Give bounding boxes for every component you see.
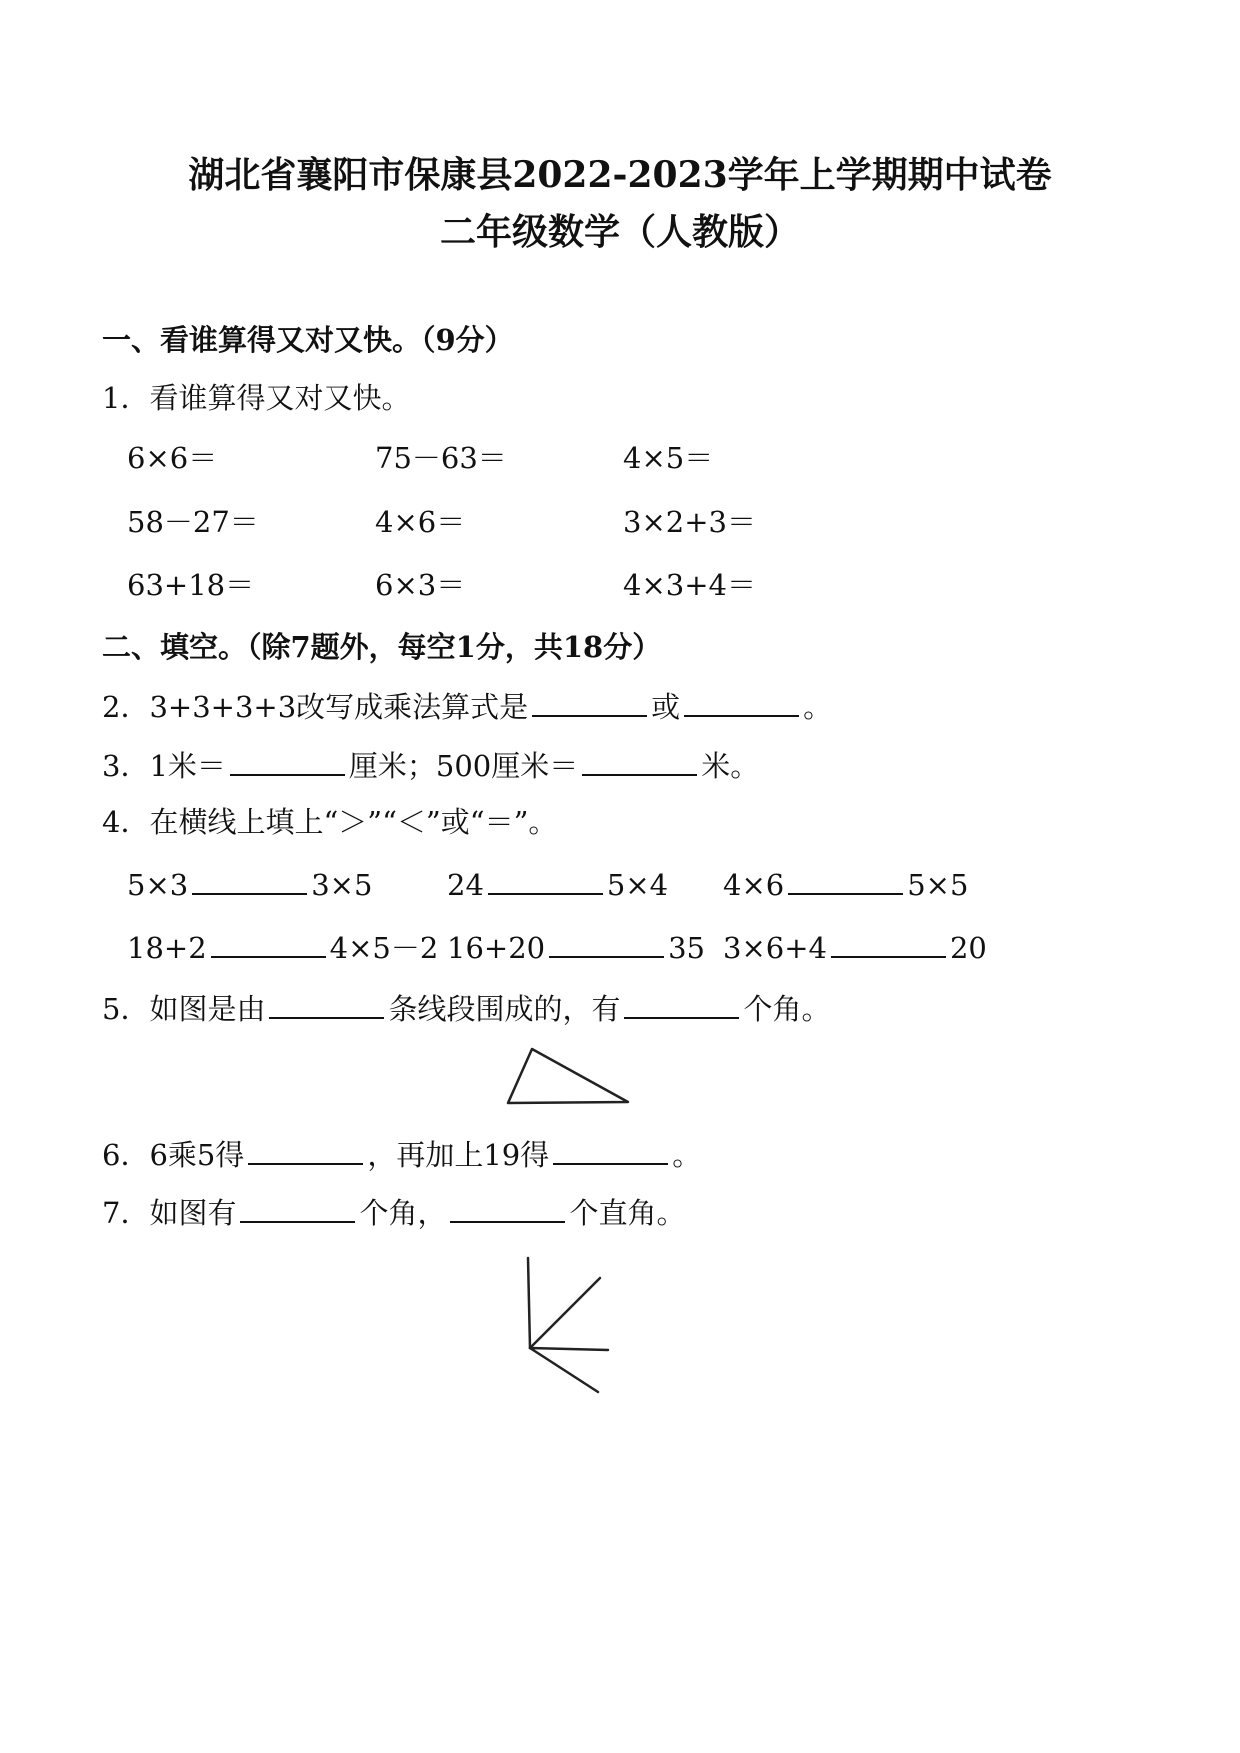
question-1 bbox=[102, 381, 411, 415]
calc-item: 63+18＝ bbox=[127, 568, 255, 602]
ray-upper-diagonal bbox=[530, 1278, 600, 1348]
ray-horizontal bbox=[530, 1348, 608, 1350]
question-number: 5． bbox=[102, 992, 150, 1026]
calc-item: 75－63＝ bbox=[375, 441, 507, 475]
section1-heading: 一、看谁算得又对又快。（9分） bbox=[102, 323, 514, 357]
calc-item: 6×3＝ bbox=[375, 568, 466, 602]
question-6: 6．6乘5得 ，再加上19得 。 bbox=[102, 1138, 702, 1172]
question-4 bbox=[102, 805, 558, 839]
answer-blank[interactable] bbox=[450, 1197, 565, 1223]
question-number: 1． bbox=[102, 381, 150, 415]
compare-item: 24 5×4 bbox=[447, 868, 669, 902]
calc-item: 4×6＝ bbox=[375, 505, 466, 539]
question-3: 3．1米＝ 厘米；500厘米＝ 米。 bbox=[102, 749, 760, 783]
answer-blank[interactable] bbox=[624, 993, 739, 1019]
exam-title: 湖北省襄阳市保康县2022-2023学年上学期期中试卷 bbox=[188, 154, 1052, 196]
question-number: 4． bbox=[102, 805, 150, 839]
question-number: 7． bbox=[102, 1196, 150, 1230]
question-2: 2．3+3+3+3改写成乘法算式是 或 。 bbox=[102, 690, 833, 724]
calc-item: 3×2+3＝ bbox=[623, 505, 756, 539]
question-text: 在横线上填上“＞”“＜”或“＝”。 bbox=[149, 805, 558, 839]
section2-heading: 二、填空。（除7题外，每空1分，共18分） bbox=[102, 630, 662, 664]
answer-blank[interactable] bbox=[211, 932, 326, 958]
ray-vertical bbox=[528, 1258, 530, 1348]
answer-blank[interactable] bbox=[532, 691, 647, 717]
compare-item: 4×6 5×5 bbox=[723, 868, 969, 902]
answer-blank[interactable] bbox=[488, 869, 603, 895]
answer-blank[interactable] bbox=[684, 691, 799, 717]
answer-blank[interactable] bbox=[549, 932, 664, 958]
answer-blank[interactable] bbox=[230, 750, 345, 776]
question-text: 看谁算得又对又快。 bbox=[149, 381, 411, 415]
answer-blank[interactable] bbox=[831, 932, 946, 958]
answer-blank[interactable] bbox=[269, 993, 384, 1019]
question-number: 3． bbox=[102, 749, 150, 783]
compare-item: 5×3 3×5 bbox=[127, 868, 373, 902]
answer-blank[interactable] bbox=[240, 1197, 355, 1223]
calc-item: 4×3+4＝ bbox=[623, 568, 756, 602]
answer-blank[interactable] bbox=[553, 1139, 668, 1165]
compare-item: 16+20 35 bbox=[447, 931, 706, 965]
question-number: 2． bbox=[102, 690, 150, 724]
answer-blank[interactable] bbox=[248, 1139, 363, 1165]
compare-item: 3×6+4 20 bbox=[723, 931, 987, 965]
compare-item: 18+2 4×5－2 bbox=[127, 931, 439, 965]
calc-item: 4×5＝ bbox=[623, 441, 714, 475]
question-number: 6． bbox=[102, 1138, 150, 1172]
triangle-shape bbox=[508, 1049, 628, 1103]
question-7: 7．如图有 个角， 个直角。 bbox=[102, 1196, 686, 1230]
answer-blank[interactable] bbox=[788, 869, 903, 895]
calc-item: 58－27＝ bbox=[127, 505, 259, 539]
exam-subtitle: 二年级数学（人教版） bbox=[439, 211, 800, 253]
answer-blank[interactable] bbox=[192, 869, 307, 895]
answer-blank[interactable] bbox=[582, 750, 697, 776]
calc-item: 6×6＝ bbox=[127, 441, 218, 475]
question-5: 5．如图是由 条线段围成的，有 个角。 bbox=[102, 992, 831, 1026]
ray-lower-diagonal bbox=[530, 1348, 598, 1392]
